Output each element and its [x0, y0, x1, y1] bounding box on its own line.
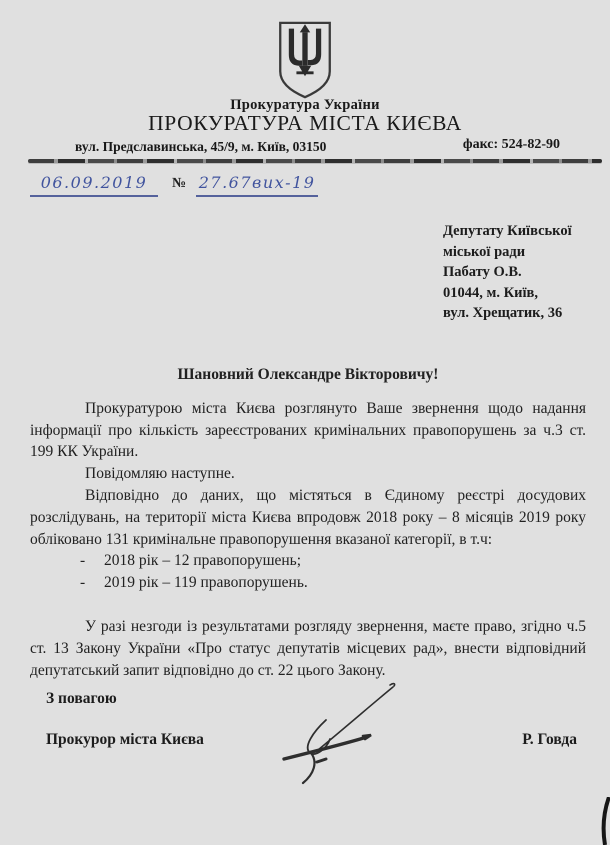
- list-item-text: 2019 рік – 119 правопорушень.: [104, 574, 308, 592]
- body-paragraph: Повідомляю наступне.: [85, 465, 235, 483]
- letterhead-contact-row: [0, 139, 610, 157]
- reference-line: [30, 173, 318, 201]
- salutation: Шановний Олександре Вікторовичу!: [177, 366, 439, 383]
- org-title: ПРОКУРАТУРА МІСТА КИЄВА: [148, 111, 462, 135]
- handwritten-number-text: 27.67вих-19: [198, 173, 316, 192]
- list-item-text: 2018 рік – 12 правопорушень;: [104, 552, 302, 570]
- list-dash: -: [80, 574, 86, 592]
- number-sign: №: [172, 176, 187, 191]
- recipient-line: міської ради: [443, 243, 526, 260]
- list-dash: -: [80, 552, 86, 570]
- scan-edge-artifact: [596, 797, 610, 845]
- org-parent-name: Прокуратура України: [230, 97, 380, 113]
- letter-body: [30, 364, 586, 681]
- recipient-block: [443, 221, 572, 324]
- body-paragraph: Відповідно до даних, що містяться в Єдиному реєстрі досудових розслідувань, на території міста Києва впродовж 2018 року – 8 місяців 2019 року обліковано 131 кримінальне правопорушення вказаної категорії, в т.ч:: [30, 486, 586, 548]
- list-item: [30, 572, 586, 594]
- recipient-line: Депутату Київської: [443, 223, 572, 239]
- handwritten-date-text: 06.09.2019: [40, 173, 148, 192]
- ukraine-trident-emblem-icon: [276, 20, 334, 100]
- body-paragraph: У разі незгоди із результатами розгляду звернення, маєте право, згідно ч.5 ст. 13 Закону України «Про статус депутатів місцевих рад», внести відповідний депутатський запит відповідно до ст. 22 цього Закону.: [30, 617, 586, 679]
- org-address: вул. Предславинська, 45/9, м. Київ, 03150: [75, 139, 327, 154]
- recipient-line: Пабату О.В.: [443, 264, 522, 280]
- handwritten-outgoing-number: [196, 173, 318, 197]
- signer-name: Р. Говда: [522, 731, 577, 748]
- org-fax: факс: 524-82-90: [462, 137, 560, 152]
- signature-row: [0, 731, 610, 755]
- list-item: [30, 550, 586, 572]
- body-paragraph: Прокуратурою міста Києва розглянуто Ваше звернення щодо надання інформації про кількість зареєстрованих кримінальних правопорушень за ч.3 ст. 199 КК України.: [30, 399, 586, 461]
- recipient-line: вул. Хрещатик, 36: [443, 305, 563, 321]
- letterhead-divider: [28, 159, 602, 163]
- handwritten-date: [30, 173, 158, 197]
- statistics-list: [30, 550, 586, 594]
- signer-title: Прокурор міста Києва: [46, 731, 204, 748]
- recipient-line: 01044, м. Київ,: [443, 284, 538, 301]
- valediction: З повагою: [46, 690, 117, 707]
